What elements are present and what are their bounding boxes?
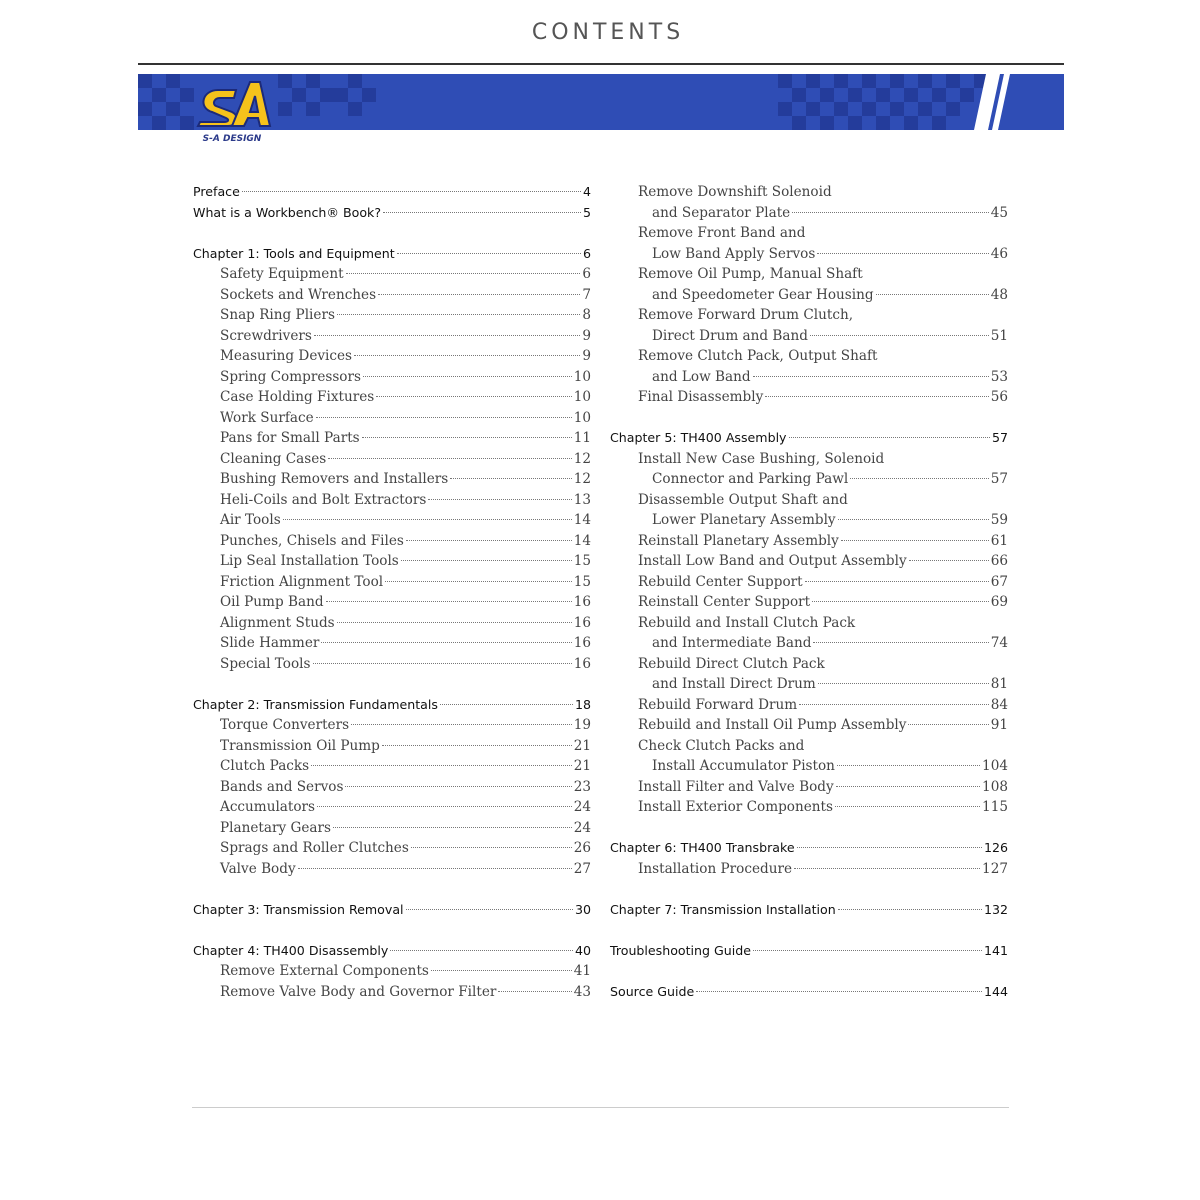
dot-leader — [813, 642, 988, 643]
toc-entry — [193, 818, 591, 839]
toc-page-number: 6 — [582, 245, 591, 261]
toc-page-number: 67 — [990, 573, 1008, 590]
toc-entry-title: Source Guide — [610, 983, 695, 999]
header-rule — [138, 63, 1064, 65]
dot-leader — [908, 724, 988, 725]
toc-page-number: 56 — [990, 389, 1008, 405]
dot-leader — [242, 191, 581, 192]
toc-entry-title: Chapter 7: Transmission Installation — [610, 901, 836, 917]
dot-leader — [799, 704, 989, 705]
toc-page-number: 19 — [573, 717, 591, 733]
toc-entry — [193, 756, 591, 777]
dot-leader — [797, 847, 982, 848]
dot-leader — [311, 765, 572, 766]
toc-entry-title: Rebuild and Install Oil Pump Assembly — [638, 717, 907, 733]
toc-entry-title: Install New Case Bushing, Solenoid — [638, 450, 885, 467]
toc-entry-title: Rebuild Center Support — [638, 573, 803, 590]
dot-leader — [841, 540, 989, 541]
dot-leader — [385, 581, 572, 582]
toc-page-number: 66 — [990, 553, 1008, 569]
dot-leader — [397, 253, 581, 254]
toc-page-number: 59 — [990, 512, 1008, 528]
toc-entry — [193, 613, 591, 634]
toc-page-number: 127 — [982, 860, 1008, 877]
toc-entry-title: Accumulators — [220, 799, 316, 815]
toc-chapter-entry — [610, 982, 1008, 1003]
logo-subtitle: S-A DESIGN — [202, 134, 262, 144]
toc-entry — [193, 592, 591, 613]
toc-entry — [610, 264, 1008, 285]
toc-page-number: 23 — [573, 778, 591, 795]
toc-entry-title: Punches, Chisels and Files — [220, 532, 404, 549]
toc-page-number: 141 — [983, 942, 1008, 958]
toc-entry — [610, 285, 1008, 306]
toc-page-number: 12 — [573, 450, 591, 467]
toc-entry — [610, 859, 1008, 880]
toc-page-number: 11 — [573, 430, 591, 446]
toc-entry-title: Measuring Devices — [220, 348, 353, 364]
dot-leader — [450, 478, 571, 479]
toc-entry-title: and Speedometer Gear Housing — [652, 286, 874, 303]
toc-chapter-entry — [193, 900, 591, 921]
dot-leader — [765, 396, 988, 397]
toc-entry-title: Check Clutch Packs and — [638, 737, 805, 754]
dot-leader — [836, 786, 980, 787]
toc-spacer — [193, 674, 591, 695]
toc-page-number: 30 — [574, 901, 591, 917]
dot-leader — [298, 868, 572, 869]
toc-entry — [193, 797, 591, 818]
toc-entry-title: Bushing Removers and Installers — [220, 471, 449, 487]
toc-entry-title: Remove Front Band and — [638, 225, 806, 241]
toc-entry-title: Chapter 1: Tools and Equipment — [193, 245, 395, 261]
dot-leader — [431, 970, 572, 971]
toc-page-number: 43 — [573, 983, 591, 1000]
toc-spacer — [193, 879, 591, 900]
dot-leader — [351, 724, 572, 725]
dot-leader — [382, 745, 572, 746]
toc-entry — [610, 387, 1008, 408]
dot-leader — [406, 909, 573, 910]
toc-entry-title: Planetary Gears — [220, 819, 331, 836]
toc-chapter-entry — [193, 182, 591, 203]
dot-leader — [440, 704, 573, 705]
footer-rule — [192, 1107, 1009, 1108]
toc-spacer — [610, 818, 1008, 839]
toc-entry-title: Install Accumulator Piston — [652, 758, 835, 774]
toc-entry-title: and Install Direct Drum — [652, 676, 816, 692]
toc-entry-title: Spring Compressors — [220, 368, 361, 385]
toc-entry — [193, 572, 591, 593]
toc-entry-title: What is a Workbench® Book? — [193, 204, 382, 220]
toc-entry-title: Safety Equipment — [220, 266, 344, 282]
toc-entry — [193, 387, 591, 408]
toc-page-number: 115 — [982, 799, 1008, 815]
toc-page-number: 14 — [573, 512, 591, 528]
toc-entry — [193, 367, 591, 388]
dot-leader — [789, 437, 990, 438]
dot-leader — [850, 478, 988, 479]
toc-entry-title: Air Tools — [220, 512, 281, 528]
dot-leader — [383, 212, 581, 213]
toc-entry-title: Rebuild Forward Drum — [638, 696, 798, 713]
toc-entry — [193, 449, 591, 470]
dot-leader — [428, 499, 571, 500]
toc-entry — [610, 797, 1008, 818]
toc-entry-title: Chapter 2: Transmission Fundamentals — [193, 696, 438, 712]
toc-entry — [610, 695, 1008, 716]
toc-entry-title: Transmission Oil Pump — [220, 737, 380, 754]
toc-entry-title: Reinstall Center Support — [638, 594, 811, 610]
toc-entry-title: Clutch Packs — [220, 758, 310, 774]
header-banner — [138, 74, 1064, 130]
toc-entry-title: Oil Pump Band — [220, 594, 324, 610]
toc-chapter-entry — [193, 244, 591, 265]
dot-leader — [314, 335, 580, 336]
toc-entry — [610, 654, 1008, 675]
toc-page-number: 24 — [573, 799, 591, 815]
toc-entry — [610, 633, 1008, 654]
toc-entry — [193, 490, 591, 511]
dot-leader — [805, 581, 989, 582]
dot-leader — [401, 560, 572, 561]
toc-entry-title: Remove Valve Body and Governor Filter — [220, 983, 497, 1000]
toc-chapter-entry — [610, 428, 1008, 449]
toc-entry — [193, 305, 591, 326]
toc-entry-title: Alignment Studs — [220, 614, 335, 631]
dot-leader — [818, 683, 989, 684]
toc-page-number: 16 — [573, 614, 591, 631]
toc-entry-title: Rebuild and Install Clutch Pack — [638, 614, 856, 631]
toc-entry — [193, 777, 591, 798]
toc-page-number: 10 — [573, 389, 591, 405]
toc-entry — [193, 346, 591, 367]
toc-entry — [610, 777, 1008, 798]
dot-leader — [354, 355, 580, 356]
toc-chapter-entry — [610, 941, 1008, 962]
toc-page-number: 57 — [990, 471, 1008, 487]
toc-entry — [610, 715, 1008, 736]
toc-entry-title: and Separator Plate — [652, 204, 791, 221]
toc-left-column — [193, 182, 591, 1002]
dot-leader — [363, 376, 572, 377]
toc-spacer — [193, 223, 591, 244]
dot-leader — [321, 642, 571, 643]
dot-leader — [337, 622, 572, 623]
toc-page-number: 7 — [582, 286, 591, 303]
toc-page-number: 16 — [573, 655, 591, 672]
toc-entry-title: Pans for Small Parts — [220, 430, 360, 446]
toc-page-number: 91 — [990, 717, 1008, 733]
toc-entry-title: Bands and Servos — [220, 778, 344, 795]
toc-page-number: 18 — [574, 696, 591, 712]
dot-leader — [326, 601, 572, 602]
toc-entry — [610, 490, 1008, 511]
toc-entry — [610, 572, 1008, 593]
toc-page-number: 144 — [983, 983, 1008, 999]
dot-leader — [328, 458, 571, 459]
toc-entry-title: Installation Procedure — [638, 860, 793, 877]
dot-leader — [333, 827, 572, 828]
dot-leader — [337, 314, 580, 315]
toc-page-number: 48 — [990, 286, 1008, 303]
toc-page-number: 10 — [573, 409, 591, 426]
dot-leader — [835, 806, 980, 807]
toc-entry-title: Sprags and Roller Clutches — [220, 840, 409, 856]
page-title: CONTENTS — [531, 20, 685, 45]
toc-page-number: 57 — [991, 430, 1008, 445]
toc-entry-title: Cleaning Cases — [220, 450, 327, 467]
dot-leader — [378, 294, 580, 295]
toc-entry-title: Torque Converters — [220, 717, 350, 733]
toc-entry — [610, 592, 1008, 613]
toc-entry-title: Final Disassembly — [638, 389, 764, 405]
toc-page-number: 74 — [990, 635, 1008, 651]
toc-spacer — [610, 920, 1008, 941]
toc-entry-title: Install Low Band and Output Assembly — [638, 553, 907, 569]
toc-page-number: 15 — [573, 573, 591, 590]
toc-entry — [193, 551, 591, 572]
toc-spacer — [610, 879, 1008, 900]
toc-page-number: 126 — [983, 840, 1008, 855]
dot-leader — [696, 991, 982, 992]
toc-page-number: 41 — [573, 963, 591, 979]
toc-entry-title: Reinstall Planetary Assembly — [638, 532, 839, 549]
dot-leader — [838, 909, 982, 910]
toc-entry — [193, 715, 591, 736]
toc-entry — [610, 736, 1008, 757]
dot-leader — [346, 273, 581, 274]
toc-spacer — [610, 961, 1008, 982]
toc-entry — [193, 510, 591, 531]
toc-entry-title: Friction Alignment Tool — [220, 573, 384, 590]
dot-leader — [283, 519, 572, 520]
toc-page-number: 40 — [574, 942, 591, 958]
toc-entry — [610, 756, 1008, 777]
toc-entry — [193, 633, 591, 654]
toc-entry — [193, 961, 591, 982]
toc-chapter-entry — [193, 203, 591, 224]
toc-entry-title: Valve Body — [220, 860, 296, 877]
toc-entry — [610, 346, 1008, 367]
toc-entry-title: Troubleshooting Guide — [610, 942, 752, 958]
dot-leader — [810, 335, 989, 336]
toc-entry — [193, 285, 591, 306]
toc-entry — [193, 859, 591, 880]
toc-page-number: 27 — [573, 860, 591, 877]
dot-leader — [794, 868, 980, 869]
dot-leader — [345, 786, 571, 787]
toc-entry-title: Slide Hammer — [220, 635, 320, 651]
toc-page-number: 61 — [990, 532, 1008, 549]
toc-entry — [610, 469, 1008, 490]
toc-entry-title: and Low Band — [652, 368, 751, 385]
dot-leader — [390, 950, 573, 951]
dot-leader — [792, 212, 988, 213]
toc-entry — [193, 469, 591, 490]
toc-entry — [610, 531, 1008, 552]
toc-chapter-entry — [610, 838, 1008, 859]
toc-page-number: 8 — [582, 307, 591, 323]
toc-spacer — [610, 408, 1008, 429]
toc-entry-title: Preface — [193, 184, 240, 199]
dot-leader — [316, 417, 572, 418]
toc-entry-title: Lip Seal Installation Tools — [220, 553, 399, 569]
toc-entry-title: Chapter 5: TH400 Assembly — [610, 430, 787, 445]
toc-page-number: 4 — [582, 184, 591, 199]
dot-leader — [909, 560, 989, 561]
toc-page-number: 9 — [582, 327, 591, 344]
toc-entry-title: Chapter 6: TH400 Transbrake — [610, 840, 795, 855]
dot-leader — [411, 847, 572, 848]
toc-entry-title: Snap Ring Pliers — [220, 307, 335, 323]
toc-entry — [610, 613, 1008, 634]
toc-chapter-entry — [610, 900, 1008, 921]
toc-page-number: 16 — [573, 635, 591, 651]
toc-page-number: 45 — [990, 204, 1008, 221]
toc-page-number: 81 — [990, 676, 1008, 692]
toc-entry-title: Remove Downshift Solenoid — [638, 184, 832, 200]
toc-page-number: 132 — [983, 901, 1008, 917]
toc-entry — [193, 982, 591, 1003]
toc-page-number: 26 — [573, 840, 591, 856]
toc-page-number: 10 — [573, 368, 591, 385]
toc-entry-title: Install Exterior Components — [638, 799, 833, 815]
toc-page-number: 6 — [582, 266, 591, 282]
toc-entry — [193, 264, 591, 285]
toc-entry — [193, 531, 591, 552]
dot-leader — [362, 437, 572, 438]
toc-entry-title: Work Surface — [220, 409, 314, 426]
toc-page-number: 104 — [982, 758, 1008, 774]
toc-entry-title: Rebuild Direct Clutch Pack — [638, 655, 825, 672]
toc-entry-title: Chapter 4: TH400 Disassembly — [193, 942, 389, 958]
toc-entry-title: Direct Drum and Band — [652, 327, 808, 344]
dot-leader — [876, 294, 989, 295]
dot-leader — [838, 519, 989, 520]
toc-page-number: 69 — [990, 594, 1008, 610]
toc-entry — [610, 367, 1008, 388]
toc-entry — [610, 510, 1008, 531]
toc-entry — [610, 449, 1008, 470]
toc-entry — [193, 408, 591, 429]
toc-page-number: 108 — [982, 778, 1008, 795]
toc-page-number: 46 — [990, 245, 1008, 262]
toc-entry-title: Low Band Apply Servos — [652, 245, 816, 262]
toc-entry-title: and Intermediate Band — [652, 635, 812, 651]
toc-page-number: 21 — [573, 737, 591, 754]
toc-page-number: 13 — [573, 491, 591, 508]
dot-leader — [837, 765, 980, 766]
toc-entry-title: Lower Planetary Assembly — [652, 512, 836, 528]
toc-page-number: 5 — [582, 204, 591, 220]
dot-leader — [317, 806, 572, 807]
toc-page-number: 51 — [990, 327, 1008, 344]
dot-leader — [812, 601, 989, 602]
checkered-banner-graphic — [138, 74, 1064, 130]
toc-entry-title: Case Holding Fixtures — [220, 389, 375, 405]
toc-entry-title: Special Tools — [220, 655, 311, 672]
dot-leader — [313, 663, 572, 664]
toc-page-number: 12 — [573, 471, 591, 487]
toc-entry-title: Connector and Parking Pawl — [652, 471, 849, 487]
toc-entry-title: Remove Forward Drum Clutch, — [638, 307, 854, 323]
toc-page-number: 21 — [573, 758, 591, 774]
toc-entry — [193, 838, 591, 859]
toc-entry — [610, 674, 1008, 695]
toc-entry — [610, 203, 1008, 224]
toc-entry — [610, 244, 1008, 265]
toc-entry — [193, 654, 591, 675]
toc-page-number: 53 — [990, 368, 1008, 385]
toc-entry-title: Disassemble Output Shaft and — [638, 491, 848, 508]
toc-chapter-entry — [193, 941, 591, 962]
dot-leader — [817, 253, 988, 254]
toc-right-column — [610, 182, 1008, 1002]
dot-leader — [753, 376, 989, 377]
toc-entry-title: Heli-Coils and Bolt Extractors — [220, 491, 427, 508]
toc-entry-title: Remove External Components — [220, 963, 429, 979]
toc-entry — [610, 223, 1008, 244]
toc-entry-title: Remove Clutch Pack, Output Shaft — [638, 348, 878, 364]
toc-page-number: 16 — [573, 594, 591, 610]
dot-leader — [498, 991, 571, 992]
toc-entry — [193, 428, 591, 449]
toc-entry-title: Remove Oil Pump, Manual Shaft — [638, 266, 863, 282]
toc-entry — [610, 305, 1008, 326]
dot-leader — [376, 396, 571, 397]
toc-entry — [610, 326, 1008, 347]
toc-entry-title: Chapter 3: Transmission Removal — [193, 901, 404, 917]
toc-entry-title: Sockets and Wrenches — [220, 286, 377, 303]
toc-page-number: 24 — [573, 819, 591, 836]
toc-entry-title: Install Filter and Valve Body — [638, 778, 834, 795]
toc-chapter-entry — [193, 695, 591, 716]
toc-page-number: 9 — [582, 348, 591, 364]
toc-entry — [193, 736, 591, 757]
toc-entry — [193, 326, 591, 347]
toc-entry — [610, 551, 1008, 572]
dot-leader — [753, 950, 982, 951]
toc-entry-title: Screwdrivers — [220, 327, 312, 344]
toc-page-number: 84 — [990, 696, 1008, 713]
toc-entry — [610, 182, 1008, 203]
toc-page-number: 14 — [573, 532, 591, 549]
toc-spacer — [193, 920, 591, 941]
dot-leader — [406, 540, 572, 541]
toc-page-number: 15 — [573, 553, 591, 569]
